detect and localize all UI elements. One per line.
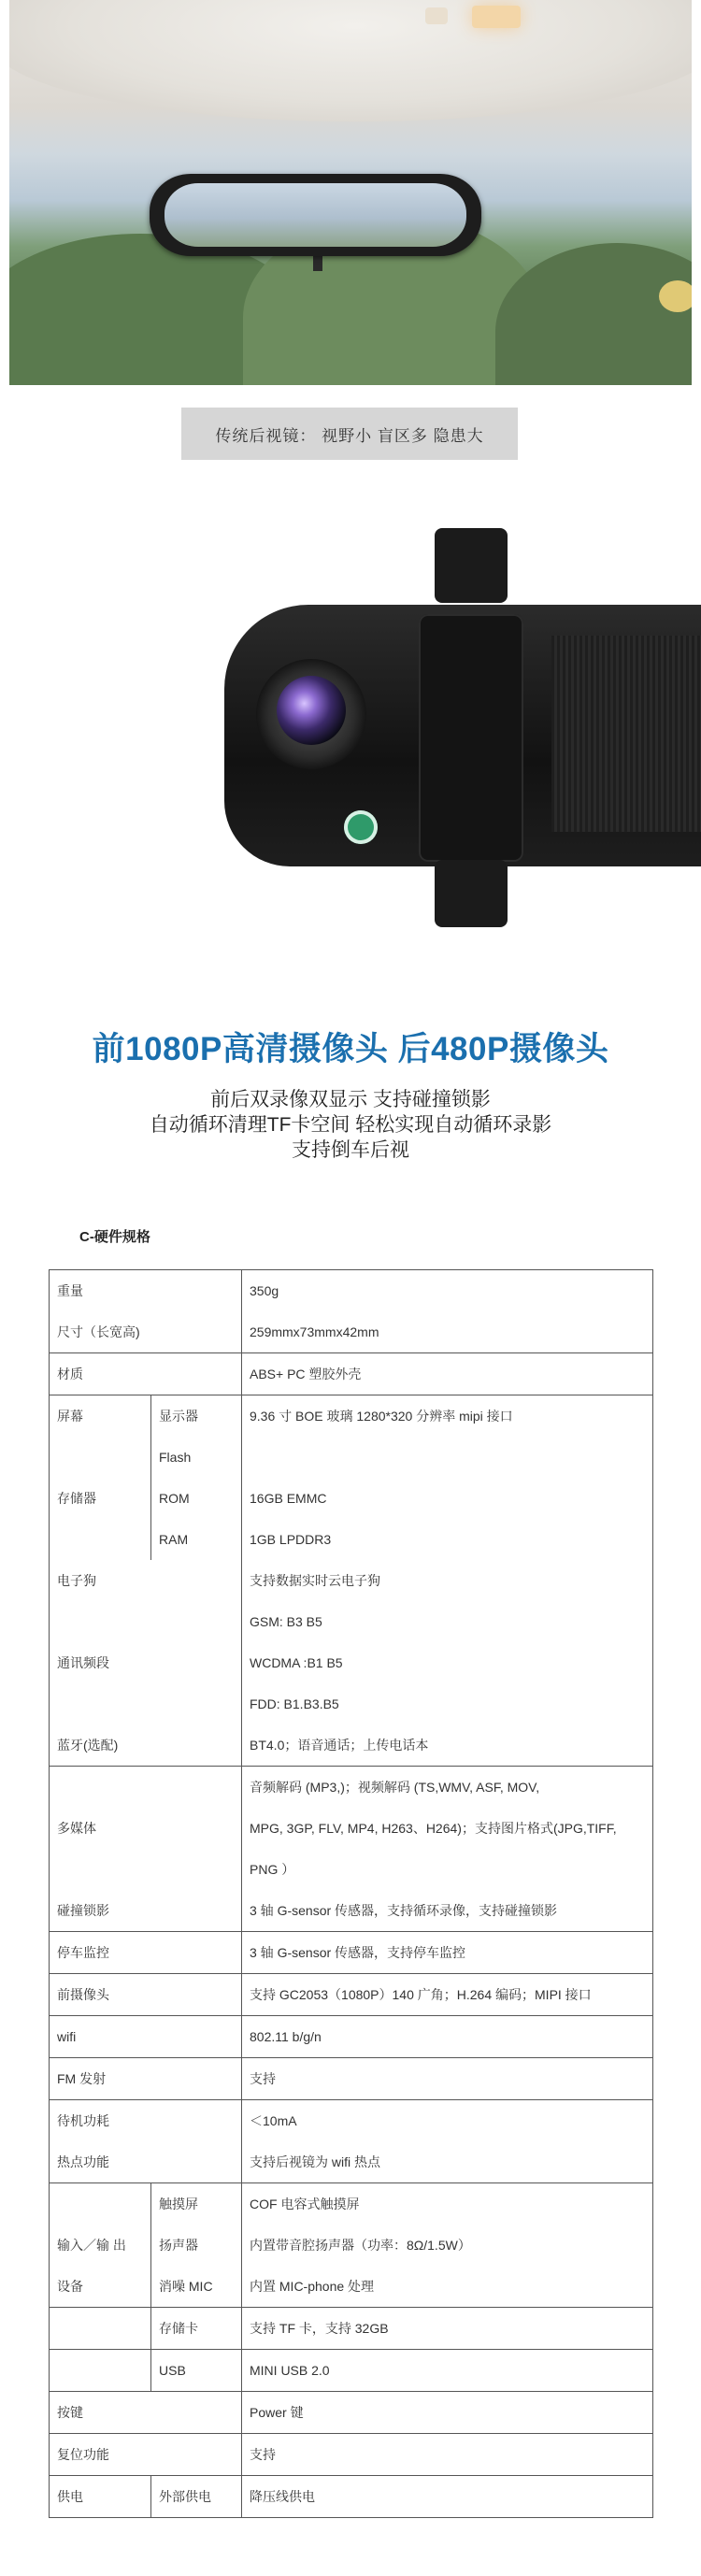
spec-label: 设备 — [50, 2266, 151, 2308]
spec-value: 支持 GC2053（1080P）140 广角；H.264 编码；MIPI 接口 — [242, 1974, 653, 2016]
spec-label: 停车监控 — [50, 1932, 242, 1974]
car-headliner — [9, 0, 692, 122]
table-row — [50, 2058, 653, 2100]
spec-value: PNG ） — [242, 1849, 653, 1890]
spec-value: 350g — [242, 1270, 653, 1312]
spec-sublabel: 存储卡 — [151, 2308, 242, 2350]
product-photo-mirror-camera — [215, 528, 701, 939]
spec-label: 材质 — [50, 1353, 242, 1395]
table-row — [50, 1437, 653, 1478]
windshield-sticker — [659, 280, 692, 312]
table-row — [50, 1311, 653, 1353]
spec-label: 屏幕 — [50, 1395, 151, 1438]
spec-label: 通讯频段 — [50, 1642, 242, 1683]
spec-value: Power 键 — [242, 2392, 653, 2434]
feature-line: 前后双录像双显示 支持碰撞锁影 — [210, 1089, 491, 1110]
spec-label: 复位功能 — [50, 2434, 242, 2476]
table-row — [50, 2392, 653, 2434]
spec-label: 碰撞锁影 — [50, 1890, 242, 1932]
spec-value: GSM: B3 B5 — [242, 1601, 653, 1642]
spec-label: 存储器 — [50, 1437, 151, 1560]
table-row — [50, 2141, 653, 2183]
hero-photo-traditional-mirror — [9, 0, 692, 385]
spec-label: FM 发射 — [50, 2058, 242, 2100]
spec-label: 电子狗 — [50, 1560, 242, 1601]
table-row — [50, 1767, 653, 1809]
spec-value: 支持数据实时云电子狗 — [242, 1560, 653, 1601]
spec-value — [242, 1437, 653, 1478]
table-row — [50, 1270, 653, 1312]
tree — [495, 243, 692, 385]
spec-sublabel: 扬声器 — [151, 2225, 242, 2266]
table-row — [50, 1890, 653, 1932]
logo-badge-icon — [344, 810, 378, 844]
spec-label — [50, 2308, 151, 2350]
spec-label: 热点功能 — [50, 2141, 242, 2183]
spec-value: 3 轴 G-sensor 传感器，支持停车监控 — [242, 1932, 653, 1974]
spec-label: 供电 — [50, 2476, 151, 2518]
spec-sublabel: USB — [151, 2350, 242, 2392]
spec-value: 支持 — [242, 2434, 653, 2476]
mounting-strap-top — [435, 528, 508, 603]
hero-caption: 传统后视镜： 视野小 盲区多 隐患大 — [181, 408, 518, 460]
table-row — [50, 1560, 653, 1601]
spec-value: 1GB LPDDR3 — [242, 1519, 653, 1560]
spec-value: BT4.0；语音通话；上传电话本 — [242, 1724, 653, 1767]
spec-value: MPG, 3GP, FLV, MP4, H263、H264)；支持图片格式(JPG,TIFF, — [242, 1808, 653, 1849]
mirror-glass — [165, 183, 466, 247]
spec-sublabel: RAM — [151, 1519, 242, 1560]
spec-label: wifi — [50, 2016, 242, 2058]
spec-sublabel: 触摸屏 — [151, 2183, 242, 2225]
spec-label — [50, 1849, 242, 1890]
table-row — [50, 1849, 653, 1890]
spec-value: 支持后视镜为 wifi 热点 — [242, 2141, 653, 2183]
table-row — [50, 1974, 653, 2016]
feature-line: 支持倒车后视 — [292, 1139, 409, 1161]
table-row — [50, 1353, 653, 1395]
table-row — [50, 2434, 653, 2476]
spec-value: 16GB EMMC — [242, 1478, 653, 1519]
table-row — [50, 2016, 653, 2058]
spec-label: 尺寸（长宽高) — [50, 1311, 242, 1353]
spec-value: 259mmx73mmx42mm — [242, 1311, 653, 1353]
spec-sublabel: ROM — [151, 1478, 242, 1519]
spec-table — [49, 1269, 653, 2518]
spec-label: 按键 — [50, 2392, 242, 2434]
spec-value: ABS+ PC 塑胶外壳 — [242, 1353, 653, 1395]
spec-value: COF 电容式触摸屏 — [242, 2183, 653, 2225]
spec-label — [50, 2183, 151, 2225]
spec-value: ＜10mA — [242, 2100, 653, 2142]
spec-label — [50, 2350, 151, 2392]
spec-sublabel: 消噪 MIC — [151, 2266, 242, 2308]
table-row — [50, 2308, 653, 2350]
mounting-strap — [419, 614, 523, 862]
spec-label — [50, 1601, 242, 1642]
table-row — [50, 1808, 653, 1849]
spec-value: MINI USB 2.0 — [242, 2350, 653, 2392]
spec-sublabel: 外部供电 — [151, 2476, 242, 2518]
spec-title: C-硬件规格 — [79, 1229, 150, 1245]
table-row — [50, 1642, 653, 1683]
spec-value: 3 轴 G-sensor 传感器，支持循环录像，支持碰撞锁影 — [242, 1890, 653, 1932]
feature-headline: 前1080P高清摄像头 后480P摄像头 — [92, 1031, 609, 1067]
table-row — [50, 2225, 653, 2266]
spec-label: 待机功耗 — [50, 2100, 242, 2142]
camera-lens — [277, 676, 346, 745]
table-row — [50, 1932, 653, 1974]
table-row — [50, 2476, 653, 2518]
spec-value: 内置 MIC-phone 处理 — [242, 2266, 653, 2308]
dome-light-glow — [472, 6, 521, 28]
spec-value: 内置带音腔扬声器（功率：8Ω/1.5W） — [242, 2225, 653, 2266]
table-row — [50, 2350, 653, 2392]
spec-value: 9.36 寸 BOE 玻璃 1280*320 分辨率 mipi 接口 — [242, 1395, 653, 1438]
spec-value: 支持 — [242, 2058, 653, 2100]
table-row — [50, 1724, 653, 1767]
spec-label: 多媒体 — [50, 1808, 242, 1849]
table-row — [50, 1683, 653, 1724]
table-row — [50, 2266, 653, 2308]
spec-label: 前摄像头 — [50, 1974, 242, 2016]
spec-sublabel: Flash — [151, 1437, 242, 1478]
spec-label — [50, 1683, 242, 1724]
mounting-strap-bottom — [435, 860, 508, 927]
dome-light — [425, 7, 448, 24]
spec-value: 802.11 b/g/n — [242, 2016, 653, 2058]
heat-sink-ribs — [551, 636, 701, 832]
table-row — [50, 1601, 653, 1642]
spec-value: WCDMA :B1 B5 — [242, 1642, 653, 1683]
spec-label: 重量 — [50, 1270, 242, 1312]
table-row — [50, 2183, 653, 2225]
table-row — [50, 1395, 653, 1438]
spec-label: 输入／输 出 — [50, 2225, 151, 2266]
spec-value: 支持 TF 卡，支持 32GB — [242, 2308, 653, 2350]
spec-sublabel: 显示器 — [151, 1395, 242, 1438]
table-row — [50, 2100, 653, 2142]
spec-value: FDD: B1.B3.B5 — [242, 1683, 653, 1724]
spec-value: 降压线供电 — [242, 2476, 653, 2518]
spec-label — [50, 1767, 242, 1809]
feature-line: 自动循环清理TF卡空间 轻松实现自动循环录影 — [149, 1114, 552, 1136]
spec-label: 蓝牙(选配) — [50, 1724, 242, 1767]
spec-value: 音频解码 (MP3,)；视频解码 (TS,WMV, ASF, MOV, — [242, 1767, 653, 1809]
